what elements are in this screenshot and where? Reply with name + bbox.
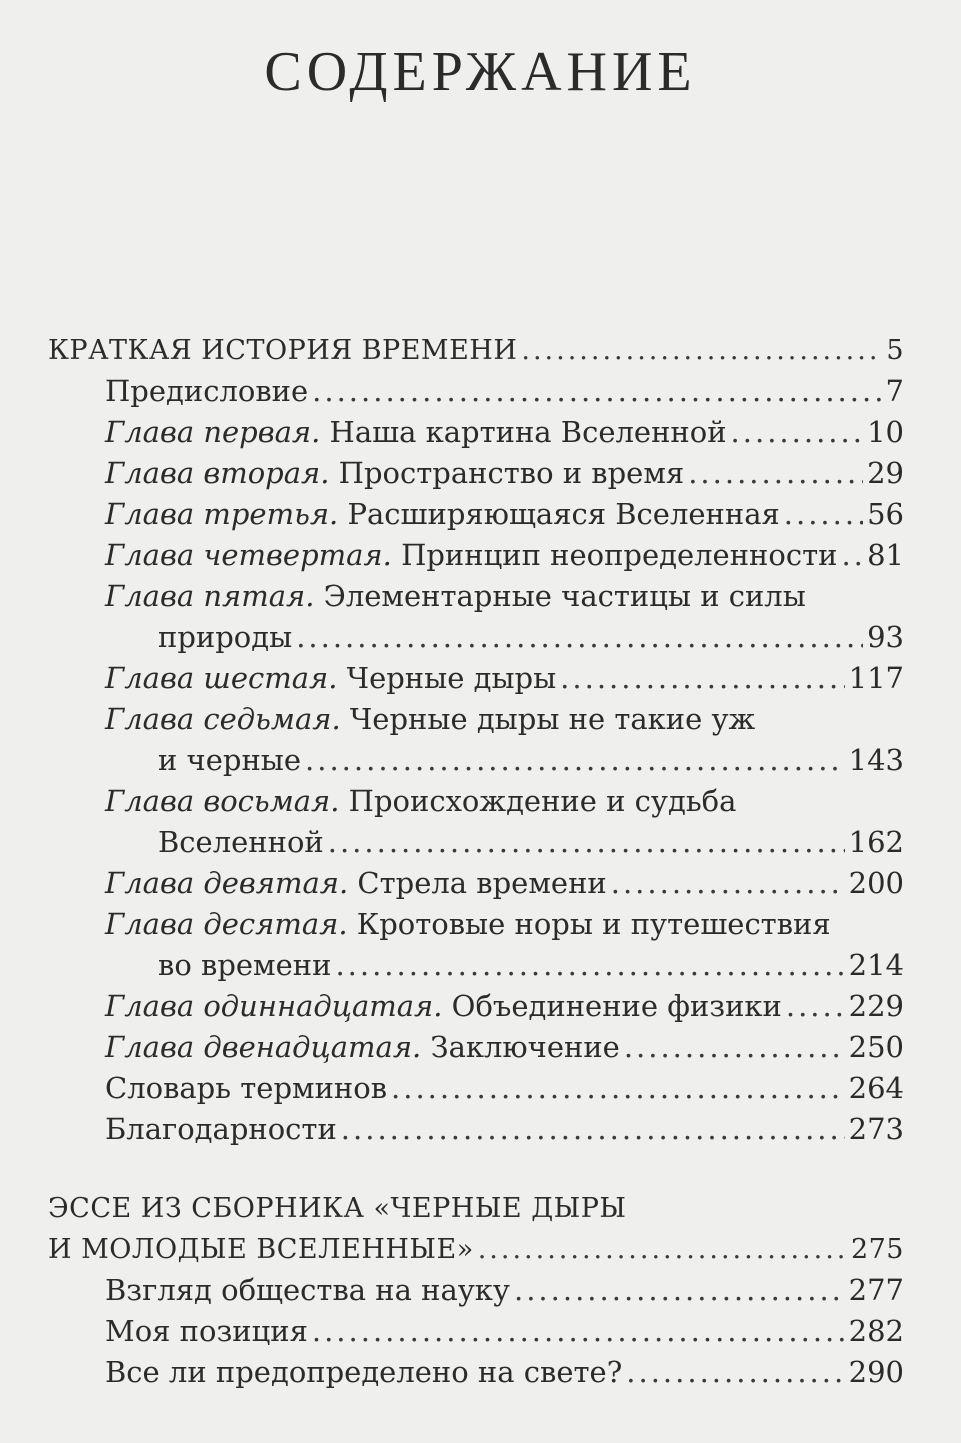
toc-entry-chapter-7-continued [48, 740, 904, 781]
chapter-title: Черные дыры [337, 661, 557, 695]
toc-label [105, 1027, 620, 1068]
toc-entry-glossary [48, 1068, 904, 1109]
toc-page-number: 10 [867, 415, 904, 449]
toc-label [105, 781, 736, 822]
chapter-title-continued: во времени [158, 948, 332, 982]
page-title: СОДЕРЖАНИЕ [264, 41, 697, 103]
toc-entry-chapter-1 [48, 412, 904, 453]
toc-label [105, 658, 556, 699]
toc-entry-part-heading-continued [48, 1229, 904, 1270]
leader-dots [328, 822, 845, 863]
chapter-prefix: Глава седьмая. [105, 702, 341, 736]
toc-label [105, 494, 780, 535]
toc-label [105, 699, 755, 740]
toc-entry-chapter-6 [48, 658, 904, 699]
chapter-prefix: Глава одиннадцатая. [105, 989, 443, 1023]
chapter-prefix: Глава пятая. [105, 579, 315, 613]
toc-entry-essay-2 [48, 1311, 904, 1352]
chapter-prefix: Глава двенадцатая. [105, 1030, 422, 1064]
toc-entry-chapter-8-continued [48, 822, 904, 863]
toc-label [105, 904, 831, 945]
chapter-title: Принцип неопределенности [391, 538, 838, 572]
chapter-title-continued: и черные [158, 743, 302, 777]
toc-page-number: 117 [848, 661, 904, 695]
chapter-title-continued: природы [158, 620, 293, 654]
toc-label: Все ли предопределено на свете? [105, 1355, 623, 1389]
toc-entry-chapter-12 [48, 1027, 904, 1068]
toc-page-number: 7 [885, 374, 904, 408]
toc-entry-preface [48, 371, 904, 412]
chapter-title-continued: Вселенной [158, 825, 324, 859]
chapter-title: Черные дыры не такие уж [340, 702, 756, 736]
toc-section-essays [48, 1188, 904, 1393]
chapter-title: Происхождение и судьба [339, 784, 737, 818]
toc-page-number: 229 [848, 989, 904, 1023]
toc-label [105, 986, 782, 1027]
leader-dots [784, 494, 863, 535]
toc-entry-chapter-11 [48, 986, 904, 1027]
toc-page-number: 56 [867, 497, 904, 531]
toc-label: ЭССЕ ИЗ СБОРНИКА «ЧЕРНЫЕ ДЫРЫ [48, 1193, 627, 1224]
toc-label-continued: И МОЛОДЫЕ ВСЕЛЕННЫЕ» [48, 1234, 474, 1265]
chapter-title: Наша картина Вселенной [320, 415, 727, 449]
toc-page-number: 290 [848, 1355, 904, 1389]
leader-dots [335, 945, 844, 986]
chapter-prefix: Глава первая. [105, 415, 321, 449]
leader-dots [312, 371, 881, 412]
chapter-prefix: Глава третья. [105, 497, 339, 531]
chapter-title: Пространство и время [329, 456, 685, 490]
leader-dots [688, 453, 863, 494]
leader-dots [626, 1352, 844, 1393]
toc-page-number: 81 [867, 538, 904, 572]
toc-label: Взгляд общества на науку [105, 1273, 510, 1307]
leader-dots [611, 863, 845, 904]
leader-dots [521, 330, 882, 371]
toc-page-number: 200 [848, 866, 904, 900]
toc-page-number: 250 [848, 1030, 904, 1064]
leader-dots [624, 1027, 845, 1068]
toc-page-number: 5 [886, 335, 904, 366]
leader-dots [478, 1229, 847, 1270]
toc-entry-part-heading [48, 1188, 904, 1229]
toc-page-number: 93 [867, 620, 904, 654]
toc-label: Благодарности [105, 1112, 337, 1146]
toc-entry-chapter-9 [48, 863, 904, 904]
chapter-prefix: Глава восьмая. [105, 784, 340, 818]
toc-page-number: 277 [848, 1273, 904, 1307]
toc-label [105, 535, 837, 576]
leader-dots [560, 658, 844, 699]
leader-dots [341, 1109, 845, 1150]
chapter-prefix: Глава десятая. [105, 907, 348, 941]
toc-label [105, 412, 727, 453]
toc-label: Предисловие [105, 374, 309, 408]
toc-page-number: 282 [848, 1314, 904, 1348]
toc-label [105, 453, 684, 494]
toc-page-number: 162 [848, 825, 904, 859]
toc-entry-chapter-10 [48, 904, 904, 945]
toc-label: Словарь терминов [105, 1071, 388, 1105]
leader-dots [312, 1311, 845, 1352]
toc-entry-chapter-5-continued [48, 617, 904, 658]
toc-entry-chapter-3 [48, 494, 904, 535]
chapter-prefix: Глава девятая. [105, 866, 349, 900]
leader-dots [305, 740, 845, 781]
chapter-prefix: Глава вторая. [105, 456, 330, 490]
leader-dots [786, 986, 845, 1027]
toc-entry-chapter-10-continued [48, 945, 904, 986]
leader-dots [514, 1270, 845, 1311]
toc-entry-chapter-5 [48, 576, 904, 617]
chapter-prefix: Глава шестая. [105, 661, 338, 695]
toc-page-number: 214 [848, 948, 904, 982]
toc-section-brief-history [48, 330, 904, 1150]
chapter-title: Элементарные частицы и силы [314, 579, 806, 613]
chapter-title: Расширяющаяся Вселенная [338, 497, 780, 531]
toc-entry-chapter-4 [48, 535, 904, 576]
toc-label [105, 576, 806, 617]
toc-label: КРАТКАЯ ИСТОРИЯ ВРЕМЕНИ [48, 335, 518, 366]
toc-page-number: 275 [850, 1234, 904, 1265]
chapter-title: Стрела времени [348, 866, 607, 900]
leader-dots [391, 1068, 845, 1109]
toc-page-number: 264 [848, 1071, 904, 1105]
toc-entry-chapter-8 [48, 781, 904, 822]
leader-dots [731, 412, 864, 453]
chapter-prefix: Глава четвертая. [105, 538, 392, 572]
toc-entry-essay-1 [48, 1270, 904, 1311]
toc-entry-chapter-2 [48, 453, 904, 494]
toc-entry-essay-3 [48, 1352, 904, 1393]
toc-entry-part-heading [48, 330, 904, 371]
chapter-title: Кротовые норы и путешествия [347, 907, 831, 941]
chapter-title: Заключение [421, 1030, 620, 1064]
toc-page-number: 143 [848, 743, 904, 777]
leader-dots [841, 535, 863, 576]
toc-label [105, 863, 607, 904]
toc-entry-chapter-7 [48, 699, 904, 740]
toc-page-number: 273 [848, 1112, 904, 1146]
leader-dots [296, 617, 863, 658]
toc-page-number: 29 [867, 456, 904, 490]
chapter-title: Объединение физики [442, 989, 782, 1023]
toc-entry-acknowledgements [48, 1109, 904, 1150]
toc-label: Моя позиция [105, 1314, 308, 1348]
